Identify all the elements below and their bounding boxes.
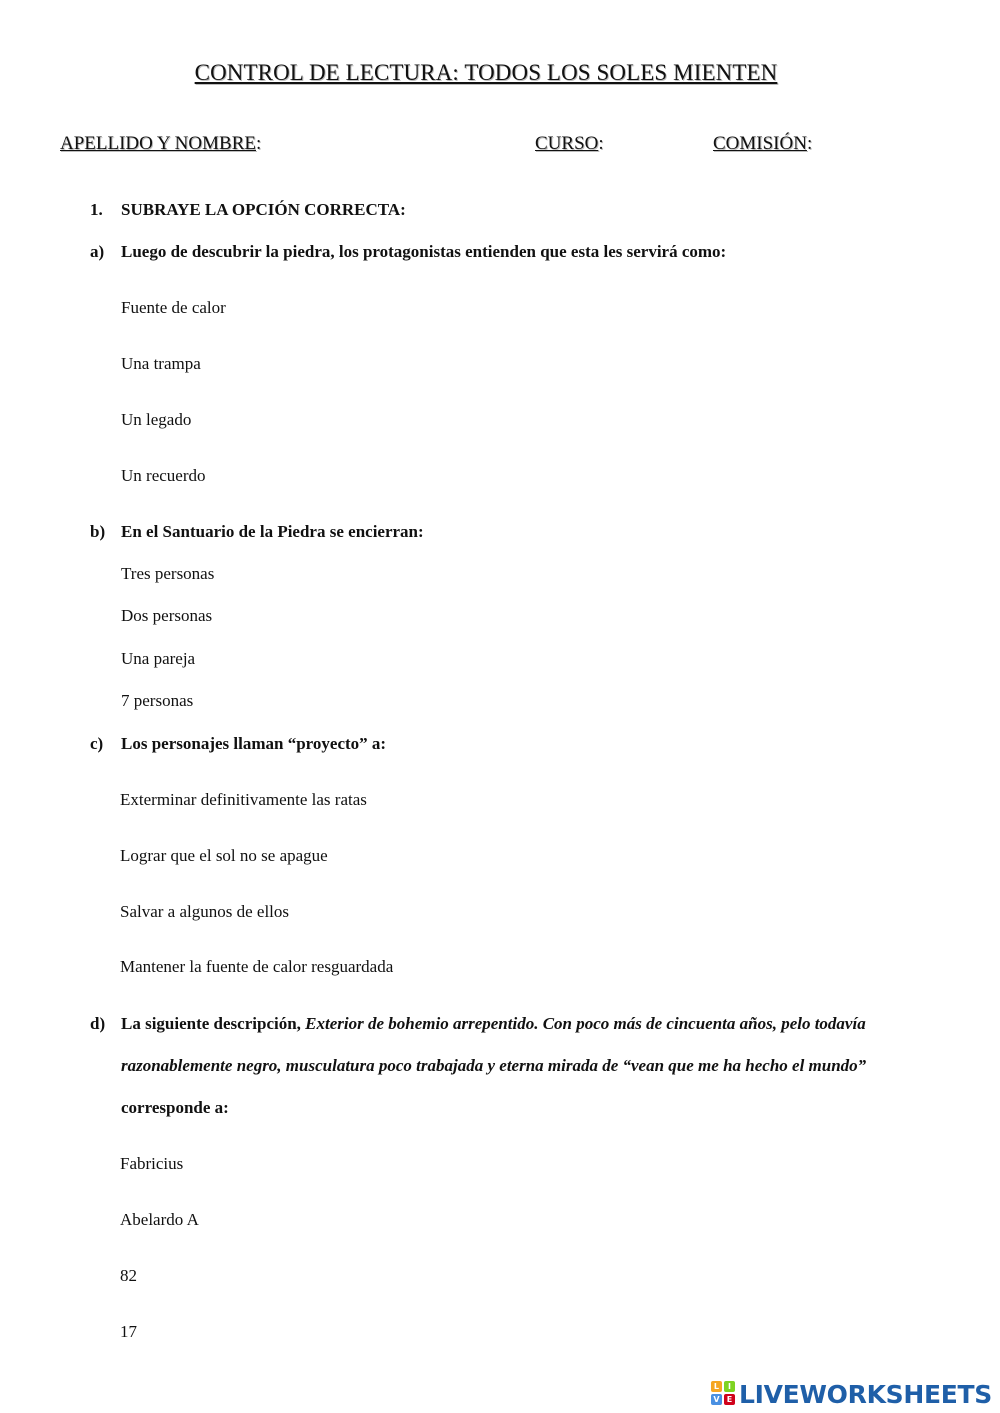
question-c-option[interactable]: Salvar a algunos de ellos (120, 902, 290, 921)
question-b-option[interactable]: Tres personas (121, 564, 215, 583)
question-a-option[interactable]: Una trampa (121, 354, 201, 373)
question-a-option[interactable]: Fuente de calor (121, 298, 226, 317)
logo-tile: E (724, 1394, 735, 1405)
commission-label: COMISIÓN (713, 133, 807, 154)
question-a-label: a) (90, 242, 105, 261)
name-field-label (60, 133, 261, 155)
course-field-label (535, 133, 604, 155)
liveworksheets-logo-text: LIVEWORKSHEETS (738, 1379, 992, 1409)
question-b-option[interactable]: 7 personas (121, 691, 194, 710)
commission-colon: : (806, 133, 813, 154)
question-b-text: En el Santuario de la Piedra se encierran: (121, 522, 424, 541)
page-title: CONTROL DE LECTURA: TODOS LOS SOLES MIENTEN (194, 60, 778, 85)
question-d-quote-line1: Exterior de bohemio arrepentido. Con poco más de cincuenta años, pelo todavía (305, 1014, 866, 1033)
question-c-option[interactable]: Exterminar definitivamente las ratas (120, 790, 367, 809)
section-number: 1. (90, 200, 103, 219)
question-a-text: Luego de descubrir la piedra, los protagonistas entienden que esta les servirá como: (121, 242, 727, 261)
logo-tile: V (711, 1394, 722, 1405)
course-label: CURSO (535, 133, 599, 154)
course-colon: : (598, 133, 604, 154)
question-b-option[interactable]: Una pareja (121, 649, 196, 668)
section-instruction: SUBRAYE LA OPCIÓN CORRECTA: (121, 200, 406, 219)
question-d-quote-line2: razonablemente negro, musculatura poco trabajada y eterna mirada de “vean que me ha hecho el mundo” (121, 1056, 867, 1075)
question-b-option[interactable]: Dos personas (121, 606, 213, 625)
question-b-label: b) (90, 522, 106, 541)
question-c-option[interactable]: Lograr que el sol no se apague (120, 846, 328, 865)
question-d-text-line1 (121, 1014, 866, 1034)
question-c-label: c) (90, 734, 104, 753)
question-d-option[interactable]: Abelardo A (120, 1210, 199, 1229)
question-c-option[interactable]: Mantener la fuente de calor resguardada (120, 957, 394, 976)
question-d-option[interactable]: 82 (120, 1266, 137, 1285)
name-colon: : (255, 133, 262, 154)
question-d-option[interactable]: Fabricius (120, 1154, 184, 1173)
question-a-option[interactable]: Un legado (121, 410, 192, 429)
name-label: APELLIDO Y NOMBRE (60, 133, 256, 154)
question-d-text-end: corresponde a: (121, 1098, 229, 1117)
logo-tile: L (711, 1381, 722, 1392)
liveworksheets-logo-icon (711, 1381, 737, 1407)
question-d-intro: La siguiente descripción, (121, 1014, 306, 1033)
question-c-text: Los personajes llaman “proyecto” a: (121, 734, 387, 753)
logo-tile: I (724, 1381, 735, 1392)
question-d-label: d) (90, 1014, 106, 1033)
question-a-option[interactable]: Un recuerdo (121, 466, 206, 485)
question-d-option[interactable]: 17 (120, 1322, 137, 1341)
liveworksheets-logo[interactable] (711, 1378, 992, 1410)
commission-field-label (713, 133, 812, 155)
